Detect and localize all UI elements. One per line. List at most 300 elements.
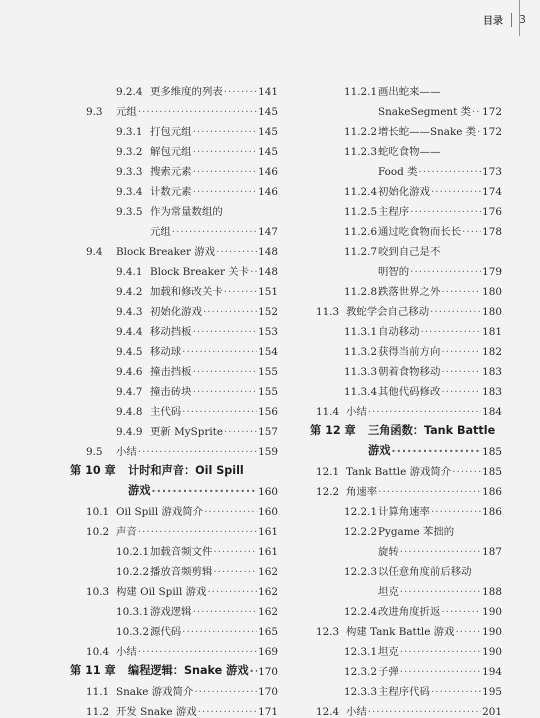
toc-leader-dots — [431, 506, 481, 518]
toc-leader-dots — [213, 546, 257, 558]
toc-leader-dots — [193, 186, 258, 198]
toc-entry-page: 153 — [258, 326, 278, 338]
toc-entry-number: 9.4.7 — [116, 386, 143, 398]
toc-entry[interactable] — [70, 358, 278, 378]
toc-entry[interactable] — [70, 138, 278, 158]
toc-leader-dots — [172, 226, 257, 238]
toc-leader-dots — [207, 586, 257, 598]
toc-entry-title: 小结 — [116, 446, 137, 458]
toc-entry-page: 146 — [258, 166, 278, 178]
toc-entry-number: 12.4 — [316, 706, 340, 718]
toc-entry-page: 160 — [258, 506, 278, 518]
toc-entry-title: 游戏 — [128, 484, 151, 497]
toc-entry-number: 10.2.2 — [116, 566, 150, 578]
toc-entry-number: 10.4 — [86, 646, 110, 658]
toc-entry[interactable] — [310, 358, 502, 378]
toc-entry-page: 152 — [258, 306, 278, 318]
toc-entry-page: 195 — [482, 686, 502, 698]
toc-entry-number: 11.4 — [316, 406, 340, 418]
toc-leader-dots — [441, 386, 481, 398]
toc-leader-dots — [250, 665, 258, 678]
toc-entry-number: 9.4.2 — [116, 286, 143, 298]
toc-entry[interactable] — [310, 498, 502, 518]
toc-entry-page: 188 — [482, 586, 502, 598]
toc-entry-number: 11.3.2 — [344, 346, 378, 358]
toc-entry-page: 148 — [258, 246, 278, 258]
toc-entry-page: 155 — [258, 366, 278, 378]
toc-entry-title: 计时和声音：Oil Spill — [128, 464, 244, 477]
toc-entry-number: 10.2 — [86, 526, 110, 538]
toc-entry[interactable] — [310, 578, 502, 598]
toc-entry-number: 12.2.3 — [344, 566, 378, 578]
toc-entry-number: 11.3.3 — [344, 366, 378, 378]
toc-entry[interactable] — [310, 318, 502, 338]
toc-entry-number: 9.4.4 — [116, 326, 143, 338]
toc-entry-title: Pygame 苯拙的 — [378, 526, 455, 538]
toc-leader-dots — [441, 366, 481, 378]
toc-entry-title: 计算角速率 — [378, 506, 430, 518]
toc-leader-dots — [421, 326, 482, 338]
toc-leader-dots — [193, 386, 258, 398]
toc-leader-dots — [138, 526, 257, 538]
toc-entry-title: 搜索元素 — [150, 166, 192, 178]
toc-leader-dots — [368, 406, 481, 418]
toc-entry-number: 12.2.1 — [344, 506, 378, 518]
toc-entry-page: 190 — [482, 626, 502, 638]
toc-entry-number: 第 11 章 — [70, 664, 116, 677]
toc-entry-title: 更多维度的列表 — [150, 86, 223, 98]
toc-entry-number: 9.5 — [86, 446, 103, 458]
toc-entry-title: 坦克 — [378, 646, 399, 658]
toc-entry-title: 跌落世界之外 — [378, 286, 441, 298]
toc-entry-page: 156 — [258, 406, 278, 418]
toc-entry-number: 9.3.4 — [116, 186, 143, 198]
toc-entry-page: 148 — [258, 266, 278, 278]
toc-entry-page: 162 — [258, 566, 278, 578]
toc-entry[interactable] — [70, 438, 278, 458]
toc-entry-page: 187 — [482, 546, 502, 558]
header-divider — [511, 13, 512, 27]
toc-entry-title: 角速率 — [346, 486, 378, 498]
toc-entry-page: 170 — [258, 686, 278, 698]
toc-entry-number: 12.3.1 — [344, 646, 378, 658]
toc-entry[interactable] — [70, 698, 278, 718]
toc-entry-number: 12.1 — [316, 466, 340, 478]
toc-entry-title: 撞击砖块 — [150, 386, 192, 398]
toc-entry-title: 打包元组 — [150, 126, 192, 138]
toc-entry-page: 151 — [258, 286, 278, 298]
toc-entry-number: 11.3.1 — [344, 326, 378, 338]
toc-entry[interactable] — [70, 678, 278, 698]
toc-entry-page: 190 — [482, 606, 502, 618]
toc-entry[interactable] — [310, 658, 502, 678]
toc-entry[interactable] — [310, 138, 502, 158]
toc-entry-page: 174 — [482, 186, 502, 198]
toc-entry-page: 154 — [258, 346, 278, 358]
page-number: 3 — [519, 13, 526, 26]
toc-entry[interactable] — [310, 678, 502, 698]
toc-entry[interactable] — [310, 618, 502, 638]
toc-entry-title: 播放音频剪辑 — [150, 566, 213, 578]
toc-entry-title: 源代码 — [150, 626, 182, 638]
toc-leader-dots — [138, 446, 257, 458]
toc-entry[interactable] — [70, 178, 278, 198]
toc-entry-page: 145 — [258, 106, 278, 118]
toc-leader-dots — [203, 306, 257, 318]
toc-entry-page: 186 — [482, 506, 502, 518]
toc-entry-number: 12.2.2 — [344, 526, 378, 538]
toc-leader-dots — [182, 346, 257, 358]
toc-entry[interactable] — [310, 438, 502, 458]
toc-leader-dots — [204, 506, 257, 518]
toc-entry[interactable] — [310, 238, 502, 258]
toc-entry-page: 155 — [258, 386, 278, 398]
toc-leader-dots — [198, 706, 258, 718]
toc-entry-number: 9.3.2 — [116, 146, 143, 158]
toc-leader-dots — [378, 486, 481, 498]
toc-entry-number: 9.3.1 — [116, 126, 143, 138]
toc-entry[interactable] — [310, 378, 502, 398]
toc-leader-dots — [391, 445, 481, 458]
toc-leader-dots — [151, 485, 257, 498]
toc-entry[interactable] — [70, 338, 278, 358]
toc-entry-title: 计数元素 — [150, 186, 192, 198]
toc-entry[interactable] — [310, 78, 502, 98]
toc-entry-page: 147 — [258, 226, 278, 238]
toc-entry-title: 小结 — [116, 646, 137, 658]
toc-entry[interactable] — [310, 598, 502, 618]
toc-entry-page: 172 — [482, 106, 502, 118]
toc-entry-title: 其他代码修改 — [378, 386, 441, 398]
toc-leader-dots — [193, 166, 258, 178]
toc-leader-dots — [462, 226, 481, 238]
toc-column-left — [70, 78, 278, 718]
toc-entry[interactable] — [70, 478, 278, 498]
toc-leader-dots — [182, 626, 257, 638]
toc-entry[interactable] — [70, 158, 278, 178]
toc-entry-number: 12.3 — [316, 626, 340, 638]
toc-entry[interactable] — [70, 638, 278, 658]
toc-entry-number: 11.2.4 — [344, 186, 378, 198]
toc-entry[interactable] — [310, 98, 502, 118]
toc-entry-title: Snake 游戏简介 — [116, 686, 194, 698]
toc-entry-title: 主程序代码 — [378, 686, 430, 698]
toc-entry-number: 11.3.4 — [344, 386, 378, 398]
toc-entry[interactable] — [70, 78, 278, 98]
toc-entry-page: 180 — [482, 306, 502, 318]
toc-entry-title: 小结 — [346, 706, 367, 718]
toc-leader-dots — [224, 86, 257, 98]
toc-entry-title: 教蛇学会自己移动 — [346, 306, 430, 318]
toc-entry-page: 183 — [482, 366, 502, 378]
toc-entry-number: 12.3.3 — [344, 686, 378, 698]
toc-entry-number: 9.3 — [86, 106, 103, 118]
toc-entry-title: Food 类 — [378, 166, 418, 178]
toc-entry-title: 编程逻辑：Snake 游戏 — [128, 664, 249, 677]
toc-entry-title: 构建 Tank Battle 游戏 — [346, 626, 455, 638]
toc-entry-page: 170 — [258, 666, 278, 678]
toc-entry-number: 11.2.3 — [344, 146, 378, 158]
toc-entry-title: 咬到自己是不 — [378, 246, 441, 258]
toc-leader-dots — [193, 146, 258, 158]
toc-entry-title: 移动挡板 — [150, 326, 192, 338]
toc-entry-page: 171 — [258, 706, 278, 718]
toc-entry[interactable] — [70, 318, 278, 338]
toc-leader-dots — [194, 686, 257, 698]
toc-entry-page: 182 — [482, 346, 502, 358]
toc-leader-dots — [193, 326, 258, 338]
toc-entry[interactable] — [70, 458, 278, 478]
toc-entry-title: 蛇吃食物—— — [378, 146, 441, 158]
toc-entry-title: 元组 — [150, 226, 171, 238]
toc-entry-page: 162 — [258, 606, 278, 618]
toc-entry-number: 10.1 — [86, 506, 110, 518]
toc-column-right — [310, 78, 502, 718]
toc-entry-title: Block Breaker 游戏 — [116, 246, 216, 258]
toc-entry-title: 声音 — [116, 526, 137, 538]
toc-entry-title: 旋转 — [378, 546, 399, 558]
toc-entry-page: 185 — [482, 446, 502, 458]
toc-leader-dots — [182, 406, 257, 418]
toc-entry-number: 11.3 — [316, 306, 340, 318]
toc-entry[interactable] — [70, 418, 278, 438]
toc-entry[interactable] — [70, 258, 278, 278]
toc-entry[interactable] — [70, 98, 278, 118]
toc-entry[interactable] — [70, 518, 278, 538]
toc-leader-dots — [400, 586, 481, 598]
toc-entry-page: 172 — [482, 126, 502, 138]
toc-entry-page: 185 — [482, 466, 502, 478]
toc-entry[interactable] — [310, 478, 502, 498]
toc-entry[interactable] — [70, 658, 278, 678]
toc-entry-title: 改进角度折返 — [378, 606, 441, 618]
toc-entry-page: 176 — [482, 206, 502, 218]
toc-entry-number: 11.2 — [86, 706, 110, 718]
toc-entry[interactable] — [310, 338, 502, 358]
toc-entry-number: 10.2.1 — [116, 546, 150, 558]
toc-leader-dots — [224, 426, 257, 438]
toc-entry-number: 11.2.7 — [344, 246, 378, 258]
toc-entry-number: 11.2.1 — [344, 86, 378, 98]
toc-leader-dots — [193, 606, 258, 618]
toc-entry[interactable] — [70, 298, 278, 318]
toc-entry[interactable] — [70, 578, 278, 598]
toc-entry-page: 194 — [482, 666, 502, 678]
toc-leader-dots — [455, 626, 481, 638]
toc-entry-title: 更新 MySprite — [150, 426, 223, 438]
toc-entry-title: 初始化游戏 — [150, 306, 202, 318]
toc-entry-page: 169 — [258, 646, 278, 658]
toc-entry-page: 161 — [258, 546, 278, 558]
toc-entry[interactable] — [310, 398, 502, 418]
toc-leader-dots — [431, 686, 481, 698]
toc-leader-dots — [213, 566, 257, 578]
toc-entry[interactable] — [310, 518, 502, 538]
toc-entry-title: 子弹 — [378, 666, 399, 678]
toc-entry-title: 初始化游戏 — [378, 186, 430, 198]
toc-entry-title: Tank Battle 游戏简介 — [346, 466, 452, 478]
toc-entry-number: 9.4.3 — [116, 306, 143, 318]
toc-entry-number: 9.4.8 — [116, 406, 143, 418]
toc-leader-dots — [441, 606, 481, 618]
toc-entry-title: 主程序 — [378, 206, 410, 218]
toc-entry-number: 11.1 — [86, 686, 110, 698]
toc-entry-number: 9.4.1 — [116, 266, 143, 278]
toc-entry[interactable] — [70, 538, 278, 558]
toc-entry-title: 小结 — [346, 406, 367, 418]
toc-entry[interactable] — [70, 618, 278, 638]
toc-leader-dots — [472, 106, 481, 118]
toc-leader-dots — [419, 166, 482, 178]
toc-entry-title: 朝着食物移动 — [378, 366, 441, 378]
toc-entry[interactable] — [310, 278, 502, 298]
toc-leader-dots — [410, 266, 481, 278]
toc-entry-title: 主代码 — [150, 406, 182, 418]
toc-entry[interactable] — [310, 638, 502, 658]
toc-entry-title: 明智的 — [378, 266, 410, 278]
toc-entry-title: SnakeSegment 类 — [378, 106, 471, 118]
toc-entry-number: 9.2.4 — [116, 86, 143, 98]
toc-entry-page: 180 — [482, 286, 502, 298]
toc-entry-title: 三角函数：Tank Battle — [368, 424, 496, 437]
toc-entry-number: 11.2.2 — [344, 126, 378, 138]
toc-entry[interactable] — [310, 218, 502, 238]
toc-entry-title: 开发 Snake 游戏 — [116, 706, 197, 718]
toc-entry-page: 145 — [258, 146, 278, 158]
toc-entry-title: 元组 — [116, 106, 137, 118]
toc-entry-number: 12.2 — [316, 486, 340, 498]
toc-entry-page: 181 — [482, 326, 502, 338]
toc-entry-page: 162 — [258, 586, 278, 598]
toc-entry-page: 186 — [482, 486, 502, 498]
toc-entry-title: 作为常量数组的 — [150, 206, 223, 218]
toc-entry[interactable] — [310, 198, 502, 218]
toc-leader-dots — [138, 106, 257, 118]
toc-entry-number: 9.4.9 — [116, 426, 143, 438]
toc-entry[interactable] — [310, 298, 502, 318]
toc-entry-title: 以任意角度前后移动 — [378, 566, 472, 578]
toc-entry-page: 178 — [482, 226, 502, 238]
toc-entry-number: 10.3.2 — [116, 626, 150, 638]
toc-leader-dots — [193, 366, 258, 378]
toc-entry-title: Block Breaker 关卡 — [150, 266, 250, 278]
toc-entry-number: 9.3.3 — [116, 166, 143, 178]
toc-leader-dots — [441, 346, 481, 358]
toc-entry[interactable] — [70, 118, 278, 138]
toc-entry-number: 10.3 — [86, 586, 110, 598]
toc-entry-page: 183 — [482, 386, 502, 398]
toc-entry[interactable] — [70, 378, 278, 398]
toc-leader-dots — [216, 246, 257, 258]
toc-entry-title: 游戏逻辑 — [150, 606, 192, 618]
toc-leader-dots — [430, 306, 481, 318]
toc-leader-dots — [138, 646, 257, 658]
toc-entry[interactable] — [70, 398, 278, 418]
header-label: 目录 — [483, 16, 503, 27]
toc-entry-title: 构建 Oil Spill 游戏 — [116, 586, 207, 598]
toc-entry-title: 加载音频文件 — [150, 546, 213, 558]
toc-entry-page: 165 — [258, 626, 278, 638]
toc-entry[interactable] — [310, 178, 502, 198]
toc-entry-page: 159 — [258, 446, 278, 458]
toc-entry-page: 190 — [482, 646, 502, 658]
toc-entry-title: 加载和修改关卡 — [150, 286, 223, 298]
toc-entry[interactable] — [70, 278, 278, 298]
toc-entry-title: 解包元组 — [150, 146, 192, 158]
toc-leader-dots — [193, 126, 258, 138]
toc-leader-dots — [250, 266, 257, 278]
toc-leader-dots — [224, 286, 257, 298]
toc-entry-page: 179 — [482, 266, 502, 278]
toc-entry[interactable] — [70, 238, 278, 258]
toc-entry[interactable] — [310, 158, 502, 178]
toc-entry-page: 173 — [482, 166, 502, 178]
toc-entry-number: 9.4.5 — [116, 346, 143, 358]
toc-entry[interactable] — [310, 698, 502, 718]
toc-leader-dots — [452, 466, 481, 478]
toc-entry-title: 增长蛇——Snake 类 — [378, 126, 477, 138]
toc-leader-dots — [400, 546, 481, 558]
toc-entry-title: 撞击挡板 — [150, 366, 192, 378]
toc-entry-title: 获得当前方向 — [378, 346, 441, 358]
toc-entry-number: 第 12 章 — [310, 424, 356, 437]
toc-entry-page: 161 — [258, 526, 278, 538]
toc-leader-dots — [477, 126, 481, 138]
toc-entry-number: 11.2.6 — [344, 226, 378, 238]
toc-entry-title: 通过吃食物而长长 — [378, 226, 462, 238]
running-header — [483, 12, 526, 27]
toc-leader-dots — [431, 186, 481, 198]
toc-entry-number: 12.2.4 — [344, 606, 378, 618]
toc-leader-dots — [400, 666, 481, 678]
toc-entry-page: 184 — [482, 406, 502, 418]
toc-entry[interactable] — [70, 198, 278, 218]
toc-entry-title: 移动球 — [150, 346, 182, 358]
toc-entry-page: 201 — [482, 706, 502, 718]
toc-entry-page: 160 — [258, 486, 278, 498]
toc-entry[interactable] — [70, 498, 278, 518]
toc-entry-number: 12.3.2 — [344, 666, 378, 678]
toc-entry[interactable] — [70, 558, 278, 578]
toc-entry[interactable] — [310, 118, 502, 138]
toc-entry-number: 10.3.1 — [116, 606, 150, 618]
toc-entry-title: 游戏 — [368, 444, 391, 457]
toc-entry[interactable] — [70, 598, 278, 618]
toc-entry-number: 9.4.6 — [116, 366, 143, 378]
toc-entry-title: 自动移动 — [378, 326, 420, 338]
toc-entry[interactable] — [310, 538, 502, 558]
toc-leader-dots — [441, 286, 481, 298]
toc-entry[interactable] — [310, 458, 502, 478]
toc-entry[interactable] — [310, 558, 502, 578]
toc-entry-page: 141 — [258, 86, 278, 98]
toc-entry-page: 157 — [258, 426, 278, 438]
toc-entry-title: 画出蛇来—— — [378, 86, 441, 98]
toc-leader-dots — [368, 706, 481, 718]
toc-entry-number: 11.2.5 — [344, 206, 378, 218]
toc-entry[interactable] — [310, 258, 502, 278]
toc-entry-number: 11.2.8 — [344, 286, 378, 298]
toc-leader-dots — [410, 206, 481, 218]
toc-entry-number: 9.4 — [86, 246, 103, 258]
toc-entry[interactable] — [70, 218, 278, 238]
toc-entry[interactable] — [310, 418, 502, 438]
toc-entry-page: 145 — [258, 126, 278, 138]
toc-entry-title: 坦克 — [378, 586, 399, 598]
toc-entry-page: 146 — [258, 186, 278, 198]
toc-entry-number: 9.3.5 — [116, 206, 143, 218]
toc-leader-dots — [400, 646, 481, 658]
